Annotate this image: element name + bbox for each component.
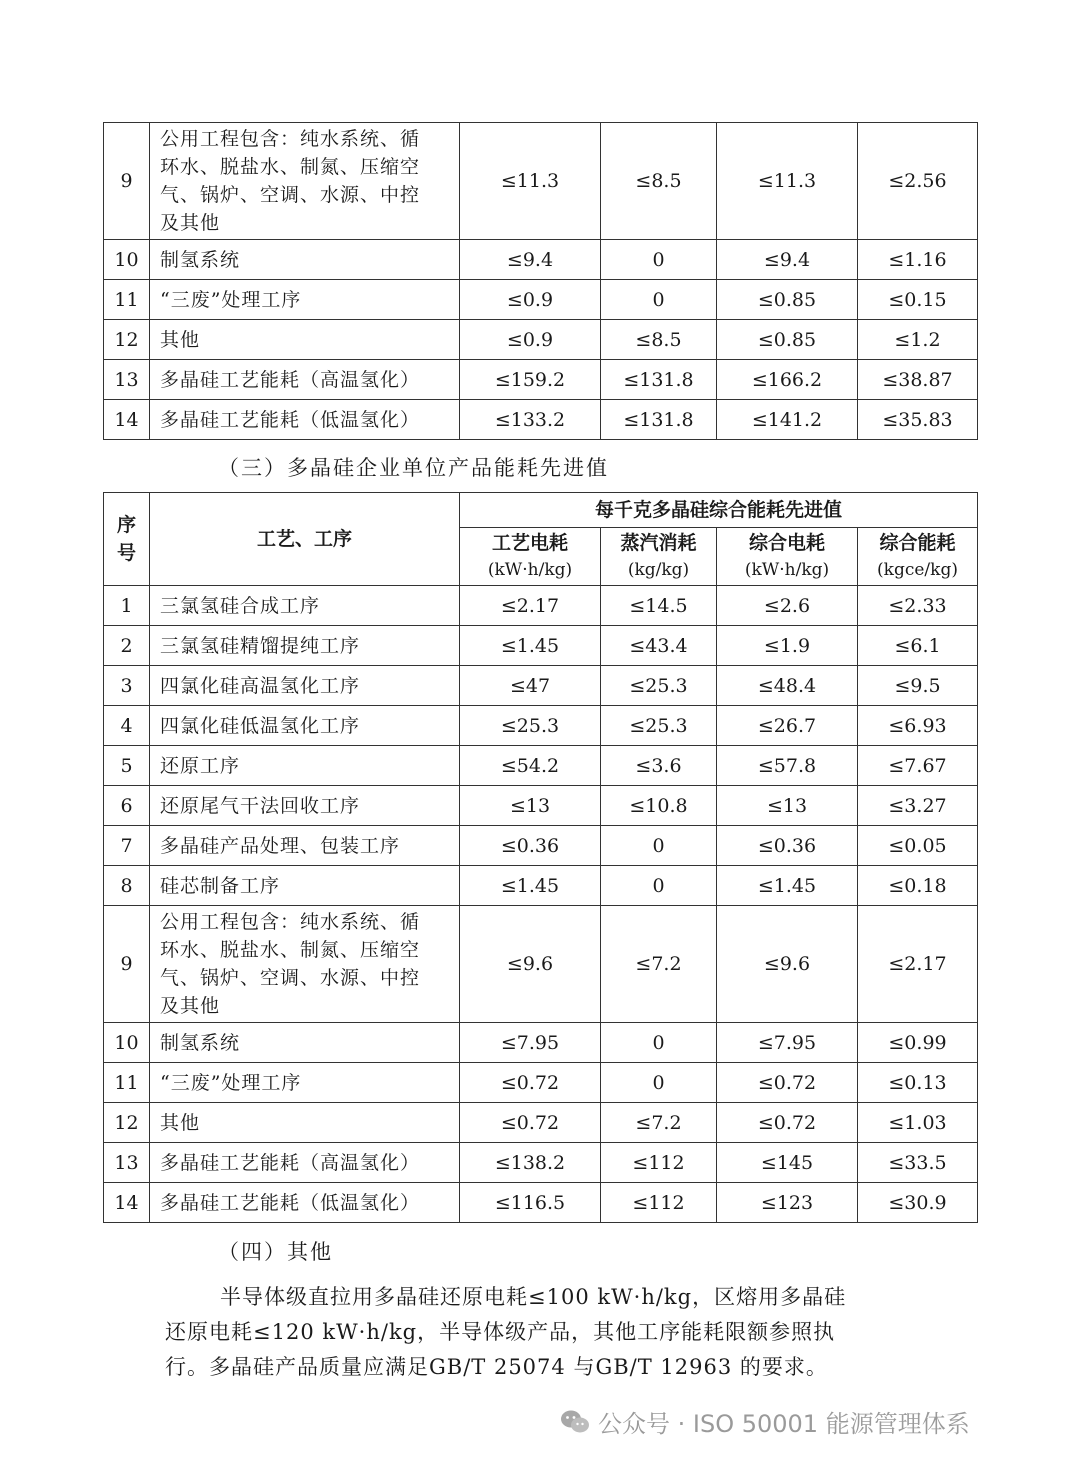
process-elec-value: ≤0.9	[460, 320, 601, 360]
table-row	[104, 123, 978, 240]
process-elec-value: ≤54.2	[460, 746, 601, 786]
col-header-steam: 蒸汽消耗 (kg/kg)	[601, 528, 717, 586]
watermark	[560, 1404, 970, 1439]
row-number: 13	[104, 360, 150, 400]
steam-value: ≤7.2	[601, 906, 717, 1023]
table-row	[104, 626, 978, 666]
comp-energy-value: ≤0.99	[858, 1023, 978, 1063]
process-name: 四氯化硅低温氢化工序	[150, 706, 460, 746]
col-header-process-elec: 工艺电耗 (kW·h/kg)	[460, 528, 601, 586]
steam-value: 0	[601, 826, 717, 866]
steam-value: 0	[601, 866, 717, 906]
row-number: 5	[104, 746, 150, 786]
comp-elec-value: ≤48.4	[717, 666, 858, 706]
comp-energy-value: ≤1.2	[858, 320, 978, 360]
process-name: 多晶硅工艺能耗（高温氢化）	[150, 1143, 460, 1183]
process-line: 气、锅炉、空调、水源、中控	[160, 967, 421, 989]
comp-elec-value: ≤1.9	[717, 626, 858, 666]
comp-elec-value: ≤145	[717, 1143, 858, 1183]
process-line: 环水、脱盐水、制氮、压缩空	[160, 939, 421, 961]
steam-value: 0	[601, 280, 717, 320]
comp-elec-value: ≤13	[717, 786, 858, 826]
process-name: 三氯氢硅合成工序	[150, 586, 460, 626]
comp-elec-value: ≤0.72	[717, 1103, 858, 1143]
watermark-text: 公众号 · ISO 50001 能源管理体系	[598, 1410, 970, 1438]
process-header: 工艺、工序	[150, 493, 460, 586]
other-requirements-paragraph	[165, 1280, 925, 1385]
process-elec-value: ≤13	[460, 786, 601, 826]
process-name: 硅芯制备工序	[150, 866, 460, 906]
comp-elec-value: ≤26.7	[717, 706, 858, 746]
row-number: 4	[104, 706, 150, 746]
steam-value: 0	[601, 240, 717, 280]
col-header-comp-energy: 综合能耗 (kgce/kg)	[858, 528, 978, 586]
row-number: 12	[104, 320, 150, 360]
table-row	[104, 666, 978, 706]
comp-elec-value: ≤0.72	[717, 1063, 858, 1103]
seq-header: 序 号	[104, 493, 150, 586]
process-line: 环水、脱盐水、制氮、压缩空	[160, 156, 421, 178]
comp-energy-value: ≤1.16	[858, 240, 978, 280]
steam-value: ≤8.5	[601, 123, 717, 240]
comp-elec-value: ≤9.4	[717, 240, 858, 280]
row-number: 14	[104, 1183, 150, 1223]
table-row	[104, 1183, 978, 1223]
comp-energy-value: ≤35.83	[858, 400, 978, 440]
process-name: 其他	[150, 320, 460, 360]
comp-elec-value: ≤1.45	[717, 866, 858, 906]
section-heading-4: （四）其他	[218, 1240, 333, 1264]
process-name: 多晶硅工艺能耗（低温氢化）	[150, 400, 460, 440]
comp-elec-value: ≤7.95	[717, 1023, 858, 1063]
comp-elec-value: ≤2.6	[717, 586, 858, 626]
process-elec-value: ≤159.2	[460, 360, 601, 400]
process-elec-value: ≤11.3	[460, 123, 601, 240]
row-number: 13	[104, 1143, 150, 1183]
process-elec-value: ≤1.45	[460, 626, 601, 666]
table-row	[104, 906, 978, 1023]
table-row	[104, 240, 978, 280]
table-row	[104, 360, 978, 400]
process-name: 其他	[150, 1103, 460, 1143]
process-elec-value: ≤0.72	[460, 1063, 601, 1103]
steam-value: ≤131.8	[601, 400, 717, 440]
process-elec-value: ≤0.72	[460, 1103, 601, 1143]
process-line: 及其他	[160, 212, 221, 234]
table-row	[104, 320, 978, 360]
table-row	[104, 1063, 978, 1103]
steam-value: ≤131.8	[601, 360, 717, 400]
process-name	[150, 123, 460, 240]
process-name: 多晶硅工艺能耗（低温氢化）	[150, 1183, 460, 1223]
process-name: 制氢系统	[150, 240, 460, 280]
process-elec-value: ≤25.3	[460, 706, 601, 746]
row-number: 1	[104, 586, 150, 626]
process-elec-value: ≤9.4	[460, 240, 601, 280]
process-line: 公用工程包含：纯水系统、循	[160, 911, 421, 933]
col-header-comp-elec: 综合电耗 (kW·h/kg)	[717, 528, 858, 586]
process-name: 还原尾气干法回收工序	[150, 786, 460, 826]
steam-value: ≤10.8	[601, 786, 717, 826]
comp-elec-value: ≤141.2	[717, 400, 858, 440]
comp-elec-value: ≤57.8	[717, 746, 858, 786]
comp-energy-value: ≤2.56	[858, 123, 978, 240]
row-number: 9	[104, 906, 150, 1023]
section-heading-3: （三）多晶硅企业单位产品能耗先进值	[218, 456, 609, 480]
row-number: 6	[104, 786, 150, 826]
process-name: 四氯化硅高温氢化工序	[150, 666, 460, 706]
comp-energy-value: ≤30.9	[858, 1183, 978, 1223]
wechat-icon	[560, 1409, 590, 1435]
process-name: 多晶硅产品处理、包装工序	[150, 826, 460, 866]
process-line: 公用工程包含：纯水系统、循	[160, 128, 421, 150]
table-row	[104, 586, 978, 626]
process-elec-value: ≤2.17	[460, 586, 601, 626]
comp-energy-value: ≤33.5	[858, 1143, 978, 1183]
comp-energy-value: ≤0.15	[858, 280, 978, 320]
process-elec-value: ≤133.2	[460, 400, 601, 440]
steam-value: ≤14.5	[601, 586, 717, 626]
comp-elec-value: ≤0.85	[717, 280, 858, 320]
process-elec-value: ≤116.5	[460, 1183, 601, 1223]
comp-energy-value: ≤9.5	[858, 666, 978, 706]
process-name: 还原工序	[150, 746, 460, 786]
comp-energy-value: ≤0.18	[858, 866, 978, 906]
comp-energy-value: ≤0.13	[858, 1063, 978, 1103]
table-row	[104, 826, 978, 866]
process-elec-value: ≤1.45	[460, 866, 601, 906]
process-elec-value: ≤9.6	[460, 906, 601, 1023]
comp-energy-value: ≤6.1	[858, 626, 978, 666]
process-name: 多晶硅工艺能耗（高温氢化）	[150, 360, 460, 400]
row-number: 12	[104, 1103, 150, 1143]
row-number: 7	[104, 826, 150, 866]
process-line: 气、锅炉、空调、水源、中控	[160, 184, 421, 206]
process-name: 三氯氢硅精馏提纯工序	[150, 626, 460, 666]
process-elec-value: ≤0.36	[460, 826, 601, 866]
row-number: 10	[104, 240, 150, 280]
steam-value: ≤3.6	[601, 746, 717, 786]
table-row	[104, 706, 978, 746]
energy-table-continued	[103, 122, 978, 440]
table-row	[104, 1023, 978, 1063]
comp-elec-value: ≤9.6	[717, 906, 858, 1023]
paragraph-line: 还原电耗≤120 kW·h/kg，半导体级产品，其他工序能耗限额参照执	[165, 1320, 836, 1344]
steam-value: ≤8.5	[601, 320, 717, 360]
table-row	[104, 400, 978, 440]
comp-energy-value: ≤6.93	[858, 706, 978, 746]
row-number: 10	[104, 1023, 150, 1063]
steam-value: 0	[601, 1063, 717, 1103]
row-number: 9	[104, 123, 150, 240]
process-name: 制氢系统	[150, 1023, 460, 1063]
comp-elec-value: ≤0.85	[717, 320, 858, 360]
process-elec-value: ≤47	[460, 666, 601, 706]
paragraph-line: 半导体级直拉用多晶硅还原电耗≤100 kW·h/kg，区熔用多晶硅	[220, 1285, 847, 1309]
process-elec-value: ≤7.95	[460, 1023, 601, 1063]
table-row	[104, 746, 978, 786]
table-row	[104, 280, 978, 320]
process-line: 及其他	[160, 995, 221, 1017]
steam-value: ≤43.4	[601, 626, 717, 666]
steam-value: ≤25.3	[601, 666, 717, 706]
row-number: 8	[104, 866, 150, 906]
comp-energy-value: ≤38.87	[858, 360, 978, 400]
steam-value: ≤7.2	[601, 1103, 717, 1143]
table-row	[104, 1143, 978, 1183]
row-number: 3	[104, 666, 150, 706]
comp-elec-value: ≤11.3	[717, 123, 858, 240]
comp-energy-value: ≤0.05	[858, 826, 978, 866]
comp-elec-value: ≤166.2	[717, 360, 858, 400]
table-row	[104, 866, 978, 906]
comp-energy-value: ≤3.27	[858, 786, 978, 826]
process-name: “三废”处理工序	[150, 1063, 460, 1103]
steam-value: ≤112	[601, 1143, 717, 1183]
steam-value: 0	[601, 1023, 717, 1063]
process-elec-value: ≤138.2	[460, 1143, 601, 1183]
advanced-energy-table	[103, 492, 978, 1223]
table-row	[104, 1103, 978, 1143]
comp-elec-value: ≤0.36	[717, 826, 858, 866]
comp-energy-value: ≤1.03	[858, 1103, 978, 1143]
comp-energy-value: ≤2.17	[858, 906, 978, 1023]
steam-value: ≤112	[601, 1183, 717, 1223]
row-number: 14	[104, 400, 150, 440]
process-name	[150, 906, 460, 1023]
row-number: 11	[104, 280, 150, 320]
steam-value: ≤25.3	[601, 706, 717, 746]
process-name: “三废”处理工序	[150, 280, 460, 320]
table-row	[104, 786, 978, 826]
process-elec-value: ≤0.9	[460, 280, 601, 320]
comp-energy-value: ≤7.67	[858, 746, 978, 786]
group-header: 每千克多晶硅综合能耗先进值	[460, 493, 978, 528]
row-number: 2	[104, 626, 150, 666]
comp-elec-value: ≤123	[717, 1183, 858, 1223]
row-number: 11	[104, 1063, 150, 1103]
comp-energy-value: ≤2.33	[858, 586, 978, 626]
paragraph-line: 行。多晶硅产品质量应满足GB/T 25074 与GB/T 12963 的要求。	[165, 1355, 828, 1379]
